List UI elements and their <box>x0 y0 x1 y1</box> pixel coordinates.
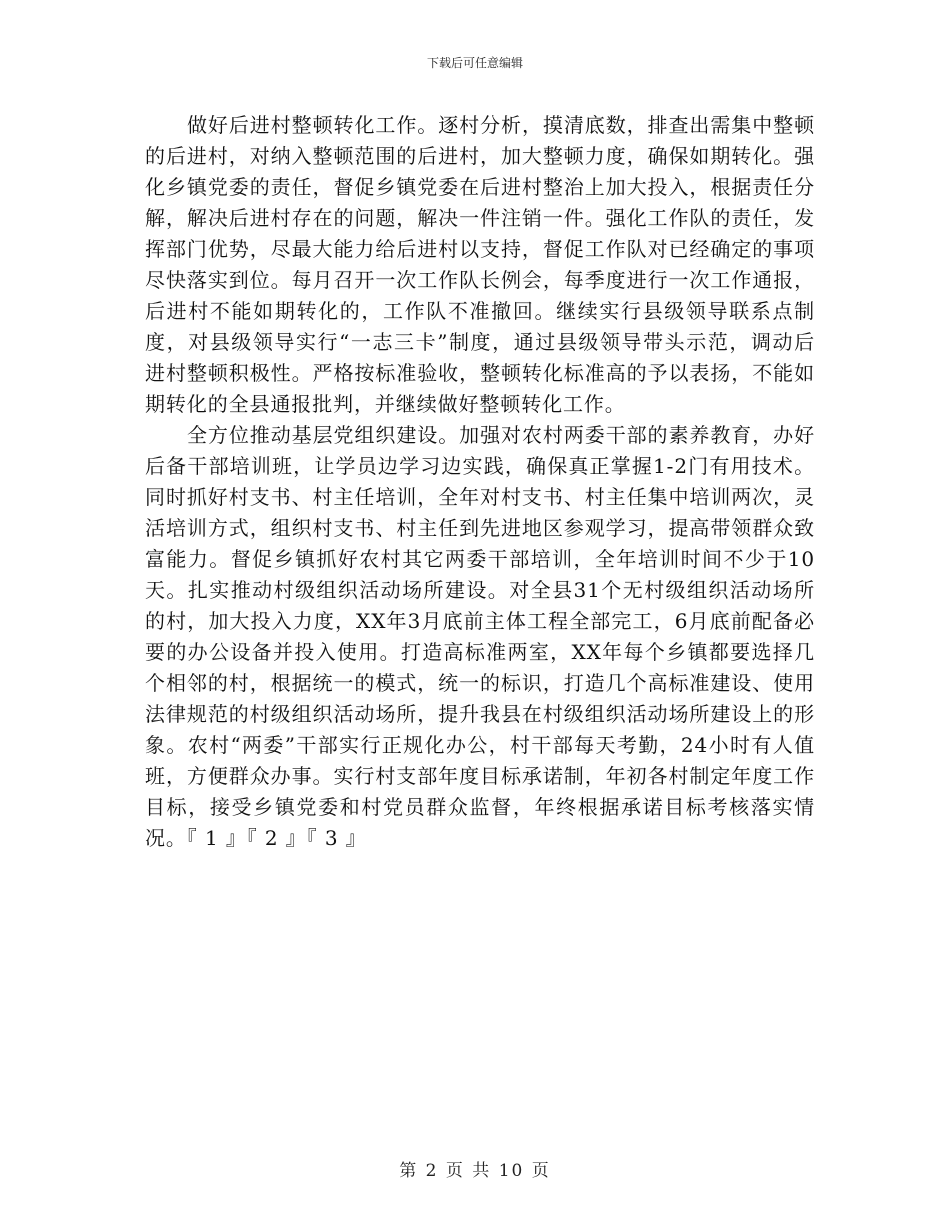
page-header-note: 下载后可任意编辑 <box>426 56 523 70</box>
page-number-footer: 第 2 页 共 10 页 <box>399 1161 551 1181</box>
paragraph-party-building: 全方位推动基层党组织建设。加强对农村两委干部的素养教育，办好后备干部培训班，让学员边学习边实践，确保真正掌握1-2门有用技术。同时抓好村支书、村主任培训，全年对村支书、村主任集中培训两次，灵活培训方式，组织村支书、村主任到先进地区参观学习，提高带领群众致富能力。督促乡镇抓好农村其它两委干部培训，全年培训时间不少于10天。扎实推动村级组织活动场所建设。对全县31个无村级组织活动场所的村，加大投入力度，XX年3月底前主体工程全部完工，6月底前配备必要的办公设备并投入使用。打造高标准两室，XX年每个乡镇都要选择几个相邻的村，根据统一的模式，统一的标识，打造几个高标准建设、使用法律规范的村级组织活动场所，提升我县在村级组织活动场所建设上的形象。农村“两委”干部实行正规化办公，村干部每天考勤，24小时有人值班，方便群众办事。实行村支部年度目标承诺制，年初各村制定年度工作目标，接受乡镇党委和村党员群众监督，年终根据承诺目标考核落实情况。『 1 』『 2 』『 3 』 <box>145 423 815 850</box>
paragraph-rectification: 做好后进村整顿转化工作。逐村分析，摸清底数，排查出需集中整顿的后进村，对纳入整顿范围的后进村，加大整顿力度，确保如期转化。强化乡镇党委的责任，督促乡镇党委在后进村整治上加大投入，根据责任分解，解决后进村存在的问题，解决一件注销一件。强化工作队的责任，发挥部门优势，尽最大能力给后进村以支持，督促工作队对已经确定的事项尽快落实到位。每月召开一次工作队长例会，每季度进行一次工作通报，后进村不能如期转化的，工作队不准撤回。继续实行县级领导联系点制度，对县级领导实行“一志三卡”制度，通过县级领导带头示范，调动后进村整顿积极性。严格按标准验收，整顿转化标准高的予以表扬，不能如期转化的全县通报批判，并继续做好整顿转化工作。 <box>145 113 815 416</box>
document-body <box>145 110 815 854</box>
